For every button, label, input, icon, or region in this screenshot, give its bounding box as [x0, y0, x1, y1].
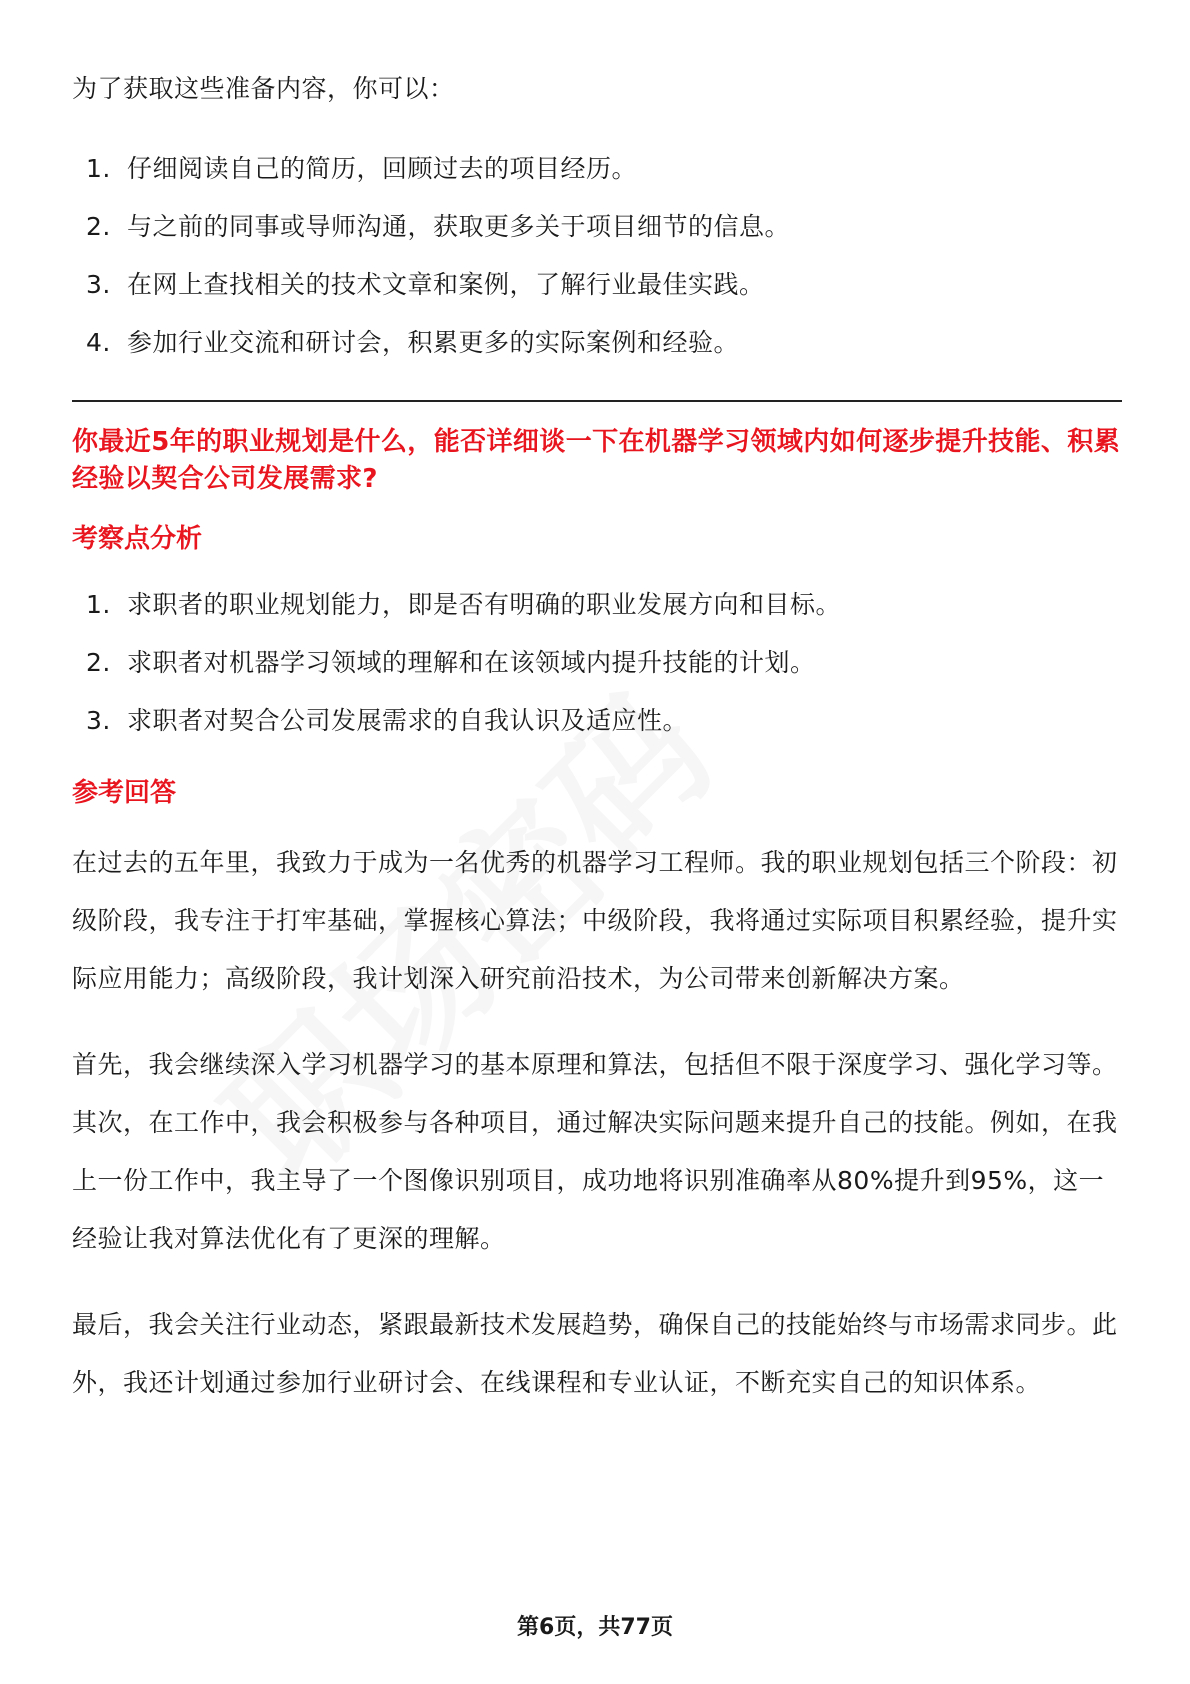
list-item-text: 求职者对机器学习领域的理解和在该领域内提升技能的计划。 [127, 648, 816, 677]
list-item-text: 参加行业交流和研讨会，积累更多的实际案例和经验。 [127, 328, 740, 357]
section-divider [72, 400, 1122, 402]
list-item-text: 仔细阅读自己的简历，回顾过去的项目经历。 [127, 154, 638, 183]
prep-list [72, 140, 1122, 372]
analysis-list [72, 576, 1122, 750]
list-number: 4. [86, 328, 111, 357]
list-item [72, 634, 1122, 692]
analysis-heading: 考察点分析 [72, 524, 203, 554]
list-item-text: 求职者对契合公司发展需求的自我认识及适应性。 [127, 706, 689, 735]
interview-question: 你最近5年的职业规划是什么，能否详细谈一下在机器学习领域内如何逐步提升技能、积累经验以契合公司发展需求? [72, 427, 1121, 494]
list-item-text: 求职者的职业规划能力，即是否有明确的职业发展方向和目标。 [127, 590, 842, 619]
list-item [72, 198, 1122, 256]
list-number: 2. [86, 648, 111, 677]
list-item [72, 140, 1122, 198]
list-number: 3. [86, 706, 111, 735]
list-item [72, 256, 1122, 314]
list-item [72, 576, 1122, 634]
page-footer: 第6页，共77页 [517, 1615, 673, 1640]
list-number: 3. [86, 270, 111, 299]
intro-text: 为了获取这些准备内容，你可以： [72, 74, 455, 103]
list-number: 1. [86, 154, 111, 183]
list-item-text: 与之前的同事或导师沟通，获取更多关于项目细节的信息。 [127, 212, 791, 241]
answer-heading: 参考回答 [72, 778, 177, 808]
answer-paragraph: 在过去的五年里，我致力于成为一名优秀的机器学习工程师。我的职业规划包括三个阶段：初级阶段，我专注于打牢基础，掌握核心算法；中级阶段，我将通过实际项目积累经验，提升实际应用能力；高级阶段，我计划深入研究前沿技术，为公司带来创新解决方案。 [72, 848, 1118, 993]
document-page [72, 60, 1122, 1440]
list-item [72, 692, 1122, 750]
list-number: 1. [86, 590, 111, 619]
list-number: 2. [86, 212, 111, 241]
list-item [72, 314, 1122, 372]
answer-paragraph: 最后，我会关注行业动态，紧跟最新技术发展趋势，确保自己的技能始终与市场需求同步。此外，我还计划通过参加行业研讨会、在线课程和专业认证，不断充实自己的知识体系。 [72, 1310, 1118, 1397]
answer-paragraph: 首先，我会继续深入学习机器学习的基本原理和算法，包括但不限于深度学习、强化学习等。其次，在工作中，我会积极参与各种项目，通过解决实际问题来提升自己的技能。例如，在我上一份工作中，我主导了一个图像识别项目，成功地将识别准确率从80%提升到95%，这一经验让我对算法优化有了更深的理解。 [72, 1050, 1118, 1253]
list-item-text: 在网上查找相关的技术文章和案例，了解行业最佳实践。 [127, 270, 765, 299]
